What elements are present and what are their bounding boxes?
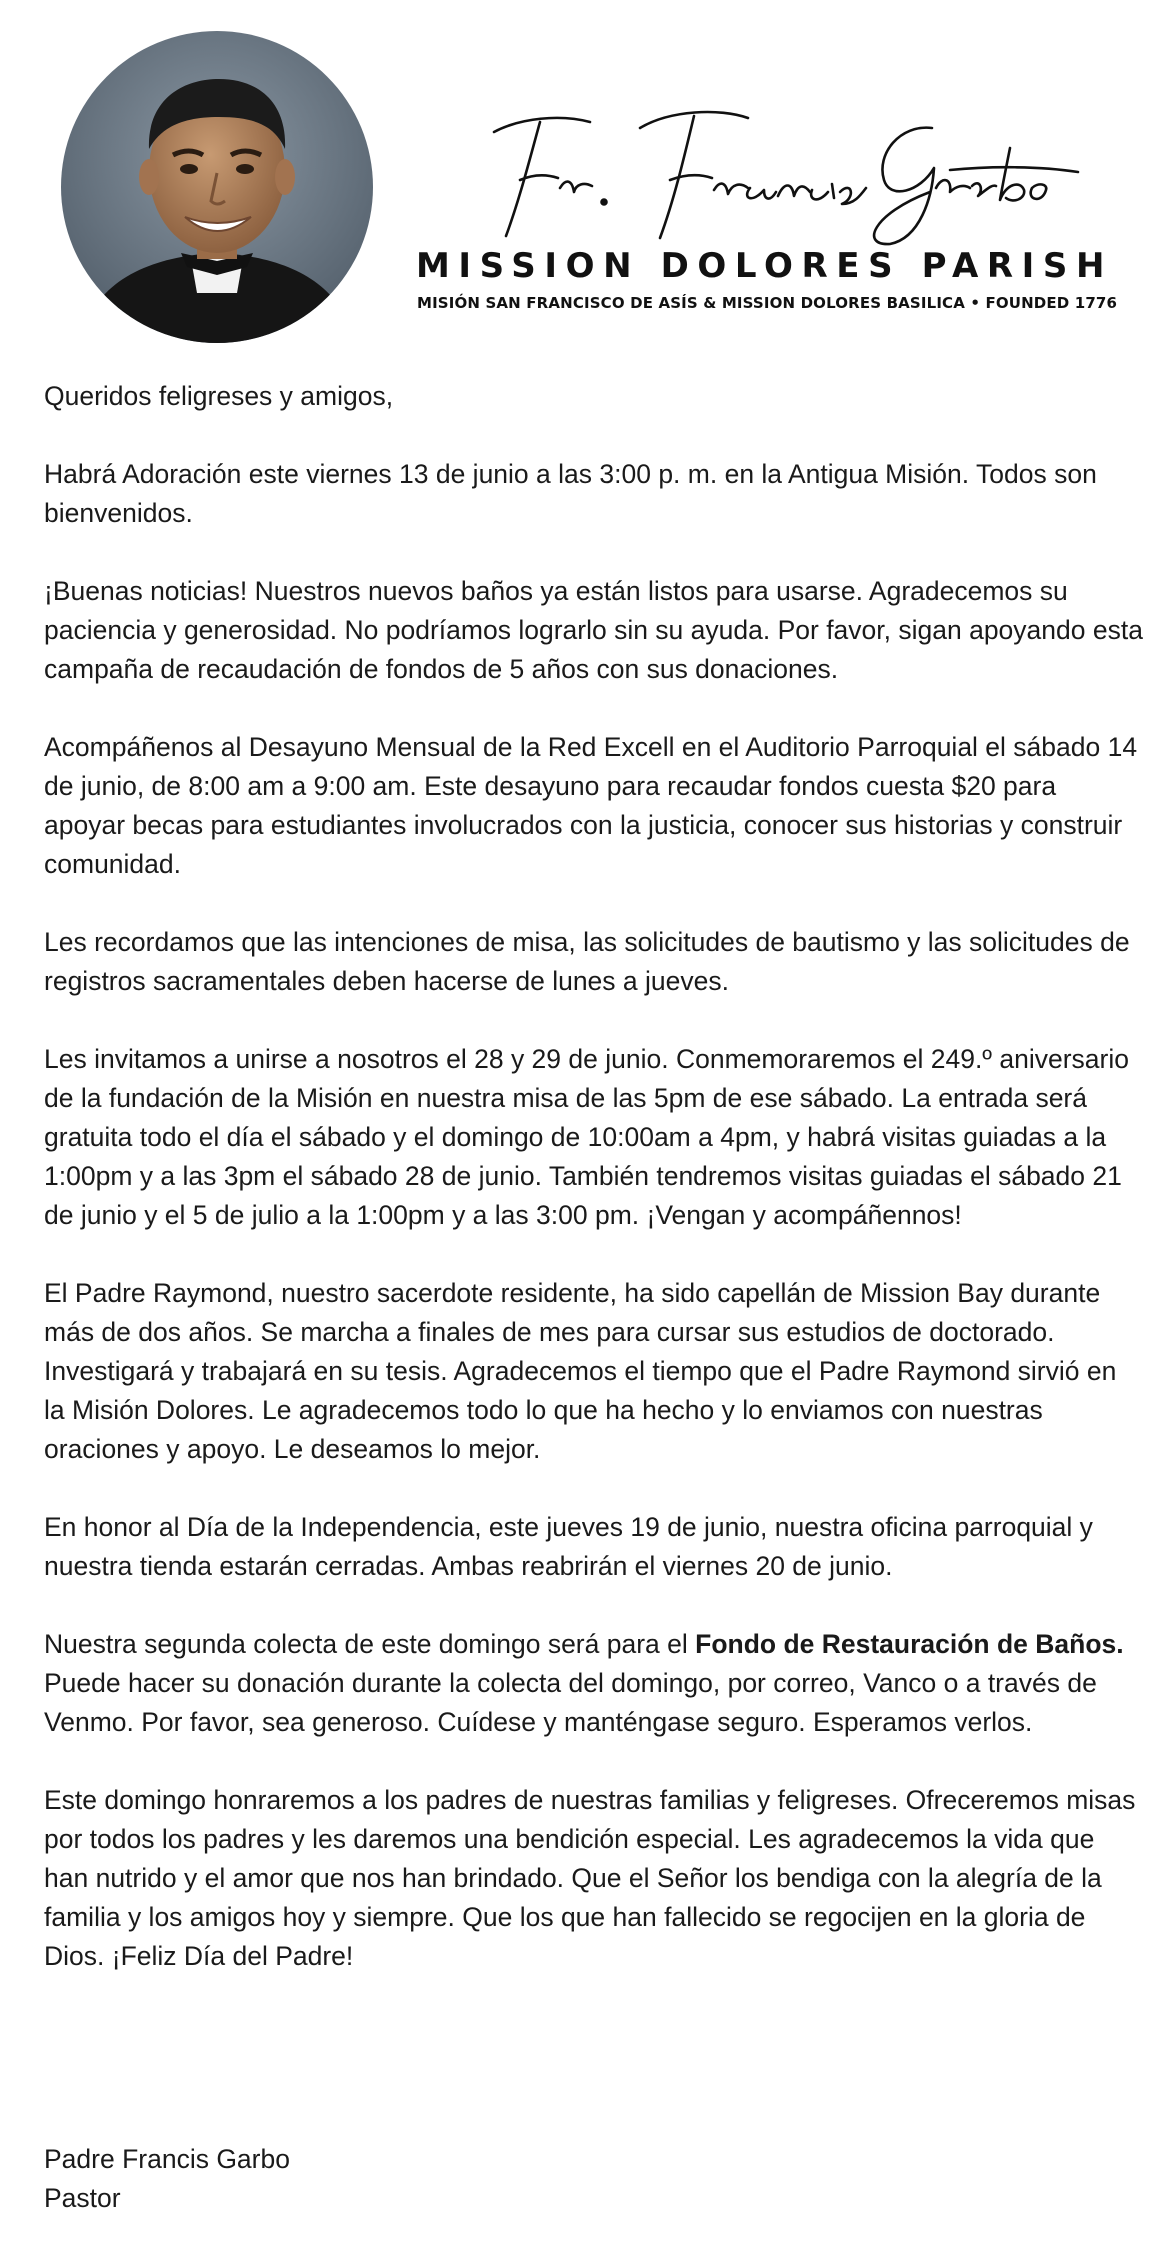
paragraph-breakfast: Acompáñenos al Desayuno Mensual de la Red Excell en el Auditorio Parroquial el sábado 14 de junio, de 8:00 am a 9:00 am. Este desayuno para recaudar fondos cuesta $20 para apoyar becas para estudiantes involucrados con la justicia, conocer sus historias y construir comunidad. [44,732,1138,879]
collection-text-start: Nuestra segunda colecta de este domingo será para el [44,1629,696,1659]
portrait-image [61,31,373,343]
letter-greeting: Queridos feligreses y amigos, [44,381,394,411]
collection-fund-name: Fondo de Restauración de Baños. [695,1629,1124,1659]
letter-body [44,377,1144,1976]
parish-name: MISSION DOLORES PARISH [416,246,1114,286]
pastor-signature [480,88,1080,248]
paragraph-restrooms: ¡Buenas noticias! Nuestros nuevos baños ya están listos para usarse. Agradecemos su paciencia y generosidad. No podríamos lograrlo sin su ayuda. Por favor, sigan apoyando esta campaña de recaudación de fondos de 5 años con sus donaciones. [44,576,1143,684]
paragraph-adoration: Habrá Adoración este viernes 13 de junio a las 3:00 p. m. en la Antigua Misión. Todos son bienvenidos. [44,459,1097,528]
paragraph-requests: Les recordamos que las intenciones de misa, las solicitudes de bautismo y las solicitudes de registros sacramentales deben hacerse de lunes a jueves. [44,927,1130,996]
paragraph-anniversary: Les invitamos a unirse a nosotros el 28 y 29 de junio. Conmemoraremos el 249.º aniversario de la fundación de la Misión en nuestra misa de las 5pm de ese sábado. La entrada será gratuita todo el día el sábado y el domingo de 10:00am a 4pm, y habrá visitas guiadas a la 1:00pm y a las 3pm el sábado 28 de junio. También tendremos visitas guiadas el sábado 21 de junio y el 5 de julio a la 1:00pm y a las 3:00 pm. ¡Vengan y acompáñennos! [44,1044,1129,1230]
signoff [44,2140,290,2218]
signoff-name: Padre Francis Garbo [44,2144,290,2174]
paragraph-fr-raymond: El Padre Raymond, nuestro sacerdote residente, ha sido capellán de Mission Bay durante más de dos años. Se marcha a finales de mes para cursar sus estudios de doctorado. Investigará y trabajará en su tesis. Agradecemos el tiempo que el Padre Raymond sirvió en la Misión Dolores. Le agradecemos todo lo que ha hecho y lo enviamos con nuestras oraciones y apoyo. Le deseamos lo mejor. [44,1278,1117,1464]
letterhead [0,0,1151,345]
parish-subtitle: MISIÓN SAN FRANCISCO DE ASÍS & MISSION DOLORES BASILICA • FOUNDED 1776 [417,294,1118,312]
priest-portrait-photo [61,31,373,343]
signoff-title: Pastor [44,2183,121,2213]
collection-text-end: Puede hacer su donación durante la colecta del domingo, por correo, Vanco o a través de Venmo. Por favor, sea generoso. Cuídese y manténgase seguro. Esperamos verlos. [44,1668,1097,1737]
paragraph-second-collection [44,1625,1144,1742]
paragraph-independence-day: En honor al Día de la Independencia, este jueves 19 de junio, nuestra oficina parroquial y nuestra tienda estarán cerradas. Ambas reabrirán el viernes 20 de junio. [44,1512,1093,1581]
paragraph-fathers-day: Este domingo honraremos a los padres de nuestras familias y feligreses. Ofreceremos misas por todos los padres y les daremos una bendición especial. Les agradecemos la vida que han nutrido y el amor que nos han brindado. Que el Señor los bendiga con la alegría de la familia y los amigos hoy y siempre. Que los que han fallecido se regocijen en la gloria de Dios. ¡Feliz Día del Padre! [44,1785,1136,1971]
